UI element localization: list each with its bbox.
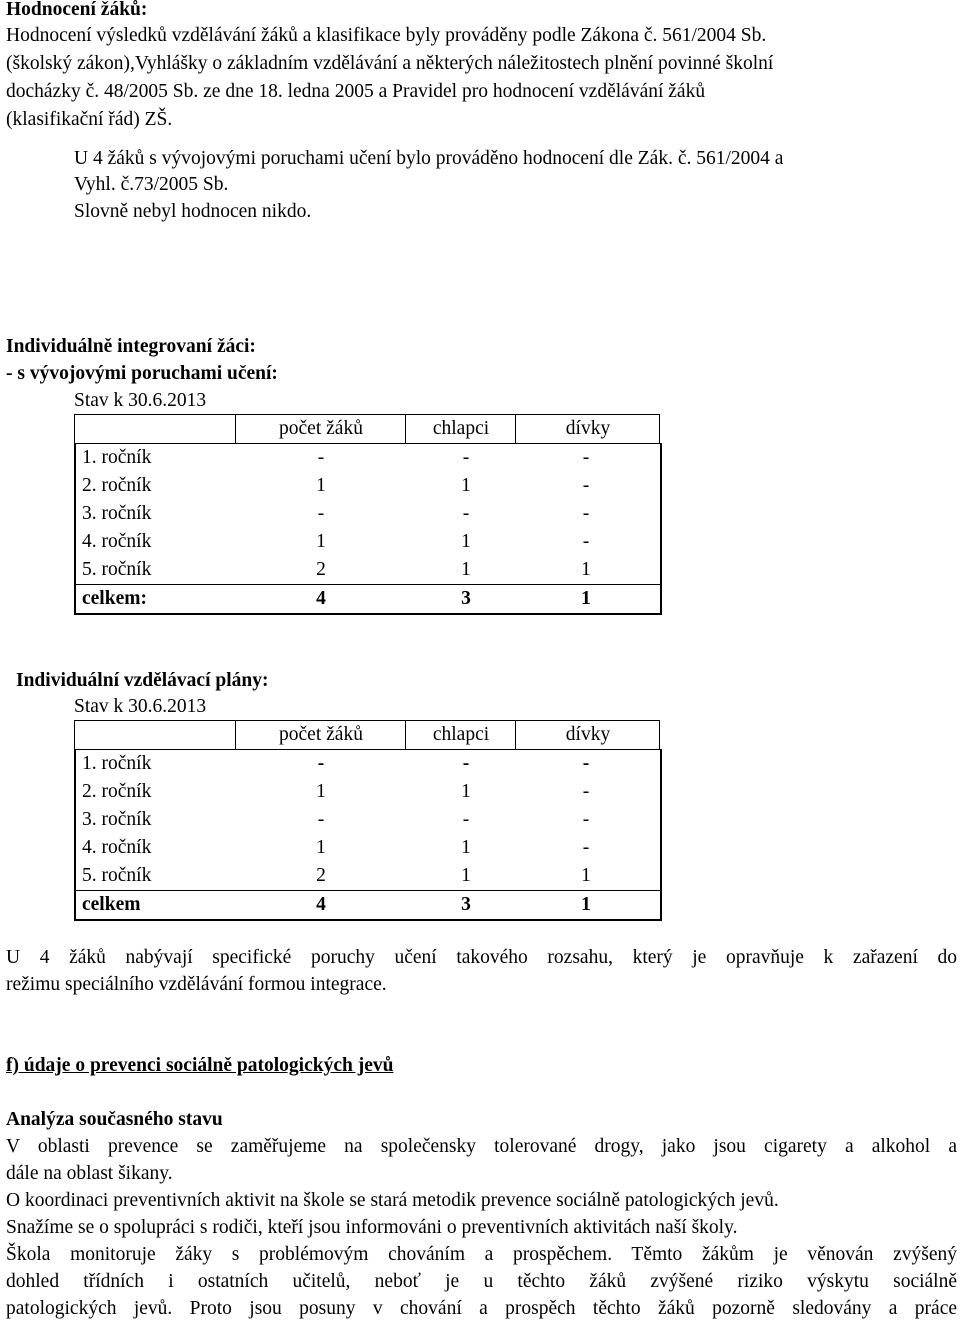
table-row [76,806,660,834]
table-body [74,749,662,921]
table-row [76,834,660,862]
row-label: 2. ročník [82,781,152,802]
cell-count: - [317,753,325,774]
table-total-row [76,890,660,919]
cell-boys: 1 [461,475,471,496]
cell-girls: - [582,753,590,774]
table-row [76,778,660,806]
paragraph-line: Snažíme se o spolupráci s rodiči, kteří jsou informováni o preventivních aktivitách naší školy. [6,1217,738,1238]
cell-girls: - [582,475,590,496]
cell-count: 1 [316,781,326,802]
cell-boys: 1 [461,781,471,802]
section-heading-prevence: f) údaje o prevenci sociálně patologických jevů [6,1055,394,1076]
table-row [76,443,660,472]
cell-boys: 1 [461,531,471,552]
section-heading-ivp: Individuální vzdělávací plány: [16,670,269,691]
row-label: 3. ročník [82,809,152,830]
cell-boys: 1 [461,837,471,858]
table-row [76,472,660,500]
row-label: celkem [82,894,141,915]
cell-girls: 1 [581,588,591,609]
cell-boys: 1 [461,559,471,580]
cell-girls: - [582,809,590,830]
cell-count: 1 [316,837,326,858]
cell-boys: 3 [461,588,471,609]
paragraph-line: Vyhl. č.73/2005 Sb. [74,174,229,195]
column-header: počet žáků [235,721,406,749]
date-label: Stav k 30.6.2013 [74,696,207,717]
paragraph-line: režimu speciálního vzdělávání formou integrace. [6,974,387,995]
table-row [76,749,660,778]
cell-girls: - [582,781,590,802]
column-header: chlapci [405,415,516,443]
row-label: celkem: [82,588,147,609]
column-header: chlapci [405,721,516,749]
cell-count: - [317,447,325,468]
table-body [74,443,662,615]
row-label: 1. ročník [82,753,152,774]
cell-girls: 1 [581,894,591,915]
section-subheading: - s vývojovými poruchami učení: [6,363,278,384]
row-label: 2. ročník [82,475,152,496]
cell-girls: - [582,837,590,858]
row-label: 3. ročník [82,503,152,524]
cell-boys: - [462,503,470,524]
cell-girls: - [582,447,590,468]
cell-boys: - [462,753,470,774]
cell-count: 4 [316,894,326,915]
paragraph-line: (školský zákon),Vyhlášky o základním vzdělávání a některých náležitostech plnění povinné školní [6,53,774,74]
cell-boys: - [462,809,470,830]
row-label: 5. ročník [82,865,152,886]
paragraph-line: O koordinaci preventivních aktivit na škole se stará metodik prevence sociálně patologických jevů. [6,1190,779,1211]
cell-count: 2 [316,559,326,580]
row-label: 5. ročník [82,559,152,580]
paragraph-line: U 4 žáků nabývají specifické poruchy učení takového rozsahu, který je opravňuje k zařazení do [6,947,957,968]
table-row [76,862,660,890]
section-heading-integrovani: Individuálně integrovaní žáci: [6,336,256,357]
paragraph-line: Škola monitoruje žáky s problémovým chováním a prospěchem. Těmto žákům je věnován zvýšený [6,1244,957,1265]
paragraph-line: dohled třídních i ostatních učitelů, neboť je u těchto žáků zvýšené riziko výskytu sociálně [6,1271,957,1292]
table-row [76,556,660,584]
paragraph-line: patologických jevů. Proto jsou posuny v chování a prospěch těchto žáků pozorně sledovány a práce [6,1298,957,1319]
section-subheading: Analýza současného stavu [6,1109,223,1130]
cell-girls: 1 [581,865,591,886]
cell-count: 1 [316,475,326,496]
column-header: dívky [515,721,660,749]
date-label: Stav k 30.6.2013 [74,390,207,411]
cell-count: - [317,809,325,830]
section-heading-hodnoceni: Hodnocení žáků: [6,0,148,20]
paragraph-line: Hodnocení výsledků vzdělávání žáků a klasifikace byly prováděny podle Zákona č. 561/2004 Sb. [6,25,767,46]
row-label: 4. ročník [82,531,152,552]
paragraph-line: V oblasti prevence se zaměřujeme na společensky tolerované drogy, jako jsou cigarety a alkohol a [6,1136,957,1157]
paragraph-line: Slovně nebyl hodnocen nikdo. [74,201,312,222]
table-row [76,500,660,528]
paragraph-line: (klasifikační řád) ZŠ. [6,109,173,130]
table-total-row [76,584,660,613]
row-label: 1. ročník [82,447,152,468]
paragraph-line: U 4 žáků s vývojovými poruchami učení bylo prováděno hodnocení dle Zák. č. 561/2004 a [74,148,784,169]
column-header: počet žáků [235,415,406,443]
cell-girls: 1 [581,559,591,580]
table-row [76,528,660,556]
cell-girls: - [582,503,590,524]
cell-boys: - [462,447,470,468]
cell-count: 4 [316,588,326,609]
paragraph-line: dále na oblast šikany. [6,1163,173,1184]
paragraph-line: docházky č. 48/2005 Sb. ze dne 18. ledna 2005 a Pravidel pro hodnocení vzdělávání žáků [6,81,706,102]
cell-count: 2 [316,865,326,886]
table-header-row [74,720,660,749]
cell-count: - [317,503,325,524]
cell-count: 1 [316,531,326,552]
row-label: 4. ročník [82,837,152,858]
cell-boys: 1 [461,865,471,886]
table-header-row [74,414,660,443]
cell-girls: - [582,531,590,552]
column-header: dívky [515,415,660,443]
cell-boys: 3 [461,894,471,915]
